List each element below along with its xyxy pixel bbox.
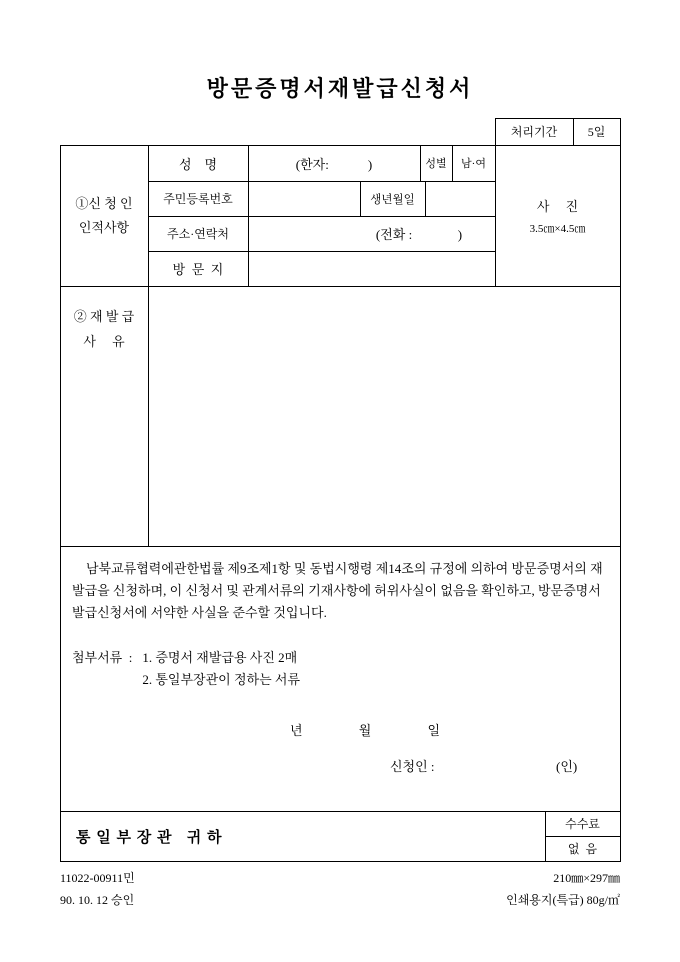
reason-field: [148, 286, 620, 546]
attachments-list: [142, 647, 300, 691]
processing-period-value: 5일: [587, 125, 606, 139]
attachments-block: [72, 647, 300, 691]
gender-options: 남·여: [461, 158, 486, 170]
date-year-label: 년: [290, 723, 303, 738]
grid-line: [60, 546, 621, 547]
approval-date: 90. 10. 12 승인: [60, 893, 135, 907]
fee-value: 없 음: [567, 842, 598, 856]
name-hanja-field: (한자: ): [295, 156, 373, 172]
grid-line: [620, 145, 621, 862]
fee-label: 수수료: [565, 817, 600, 831]
attachment-item: 2. 통일부장관이 정하는 서류: [142, 672, 300, 687]
seal-mark: (인): [556, 759, 578, 774]
applicant-section-label-line2: 인적사항: [78, 219, 130, 235]
visit-place-field: [248, 251, 495, 286]
declaration-paragraph: 남북교류협력에관한법률 제9조제1항 및 동법시행령 제14조의 규정에 의하여 방문증명서의 재발급을 신청하며, 이 신청서 및 관계서류의 기재사항에 허위사실이 없음을 확인하고, 방문증명서발급신청서에 서약한 사실을 준수할 것입니다.: [72, 561, 603, 620]
processing-period-label: 처리기간: [510, 125, 558, 139]
gender-label: 성별: [425, 158, 447, 170]
attachments-label: 첨부서류 :: [72, 650, 133, 665]
birth-date-label: 생년월일: [370, 193, 415, 206]
name-label: 성 명: [178, 156, 218, 172]
resident-no-field: [248, 181, 360, 216]
address-label: 주소·연락처: [167, 227, 229, 241]
photo-box: [495, 145, 620, 286]
attachment-item: 1. 증명서 재발급용 사진 2매: [142, 650, 298, 665]
reason-section-label: [60, 286, 148, 546]
phone-field: (전화 : ): [375, 227, 463, 242]
form-number: 11022-00911민: [60, 871, 135, 885]
resident-no-label: 주민등록번호: [163, 192, 233, 206]
date-day-label: 일: [427, 723, 440, 738]
date-month-label: 월: [358, 723, 372, 738]
form-title: 방문증명서재발급신청서: [206, 76, 474, 101]
recipient-line: 통 일 부 장 관 귀 하: [76, 829, 223, 846]
birth-date-field: [425, 181, 495, 216]
photo-label: 사 진: [536, 198, 579, 214]
visit-place-label: 방 문 지: [172, 262, 224, 277]
paper-size: 210㎜×297㎜: [553, 871, 620, 885]
applicant-signature-label: 신청인 :: [390, 759, 435, 774]
applicant-section-label: [60, 145, 148, 286]
date-line: [290, 720, 440, 739]
photo-size: 3.5㎝×4.5㎝: [529, 222, 586, 235]
grid-line: [620, 118, 621, 146]
applicant-section-label-line1: ①신 청 인: [75, 195, 133, 211]
grid-line: [60, 861, 621, 862]
reason-label-line2: 사 유: [83, 334, 125, 349]
reason-label-line1: ② 재 발 급: [73, 309, 135, 324]
paper-spec: 인쇄용지(특급) 80g/㎡: [506, 893, 620, 907]
